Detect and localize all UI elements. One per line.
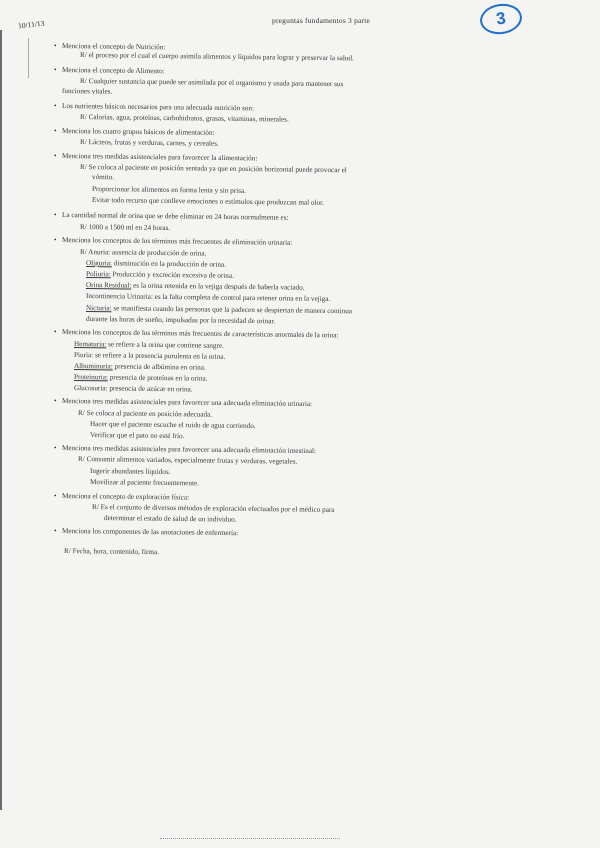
page-number-circle: 3 [478,1,524,37]
bullet: • [54,236,57,244]
bullet: • [54,444,57,452]
answer-1: R/ el proceso por el cual el cuerpo asimila alimentos y líquidos para lograr y preservar la salud. [79,51,354,63]
answer-12: R/ Fecha, hora, contenido, firma. [63,547,160,557]
bullet: • [54,397,57,405]
answer-11-line-1: R/ Es el conjunto de diversos métodos de exploración efectuados por el médico para [91,503,335,514]
answer-9-line-2: Hacer que el paciente escuche el ruido de agua corriendo. [89,420,256,431]
bullet: • [54,527,57,535]
term-nicturia-cont: durante las horas de sueño, impulsadas por la necesidad de orinar. [85,315,276,326]
question-1: Menciona el concepto de Nutrición: [61,42,166,52]
term-nicturia: Nicturia: se manifiesta cuando las personas que la padecen se despiertan de manera continua [85,304,353,316]
bullet: • [54,152,57,160]
bullet: • [54,127,57,135]
answer-5-line-1: R/ Se coloca al paciente en posición sentada ya que en posición horizontal puede provocar el [79,163,347,175]
bullet: • [54,102,57,110]
term-proteinuria: Proteinuria: presencia de proteínas en la orina. [73,373,208,383]
answer-5-line-3: Proporcionar los alimentos en forma lenta y sin prisa. [91,185,246,195]
question-4: Menciona los cuatro grupos básicos de alimentación: [61,127,215,137]
question-6: La cantidad normal de orina que se debe eliminar en 24 horas normalmente es: [61,211,289,222]
answer-5-line-4: Evitar todo recurso que conlleve emociones o estímulos que produzcan mal olor. [91,196,324,207]
question-7: Menciona los conceptos de los términos más frecuentes de eliminación urinaria: [61,236,293,247]
question-11: Menciona el concepto de exploración física: [61,492,190,502]
question-5: Menciona tres medidas asistenciales para favorecer la alimentación: [61,152,258,163]
bullet: • [54,211,57,219]
bullet: • [54,328,57,336]
answer-11-line-2: determinar el estado de salud de un individuo. [103,514,237,524]
question-9: Menciona tres medidas asistenciales para favorecer una adecuada eliminación urinaria: [61,397,313,409]
answer-5-line-2: vómito. [91,173,115,182]
term-orina-residual: Orina Residual: es la orina retenida en la vejiga después de haberla vaciado. [85,281,305,292]
term-incontinencia: Incontinencia Urinaria: es la falta completa de control para retener orina en la vejiga. [85,292,331,303]
term-hematuria: Hematuria: se refiere a la orina que contiene sangre. [73,340,224,350]
question-12: Menciona los componentes de las anotaciones de enfermería: [61,527,239,538]
question-10: Menciona tres medidas asistenciales para favorecer una adecuada eliminación intestinal: [61,444,317,456]
answer-10-line-3: Movilizar al paciente frecuentemente. [89,478,199,488]
footer-mark [160,838,340,842]
answer-3: R/ Calorías, agua, proteínas, carbohidratos, grasas, vitaminas, minerales. [79,113,289,124]
answer-9-line-3: Verificar que el pato no esté frío. [89,431,185,441]
answer-2-line-2: funciones vitales. [61,87,113,96]
answer-6: R/ 1000 a 1500 ml en 24 horas. [79,223,171,233]
term-anuria: R/ Anuria: ausencia de producción de orina. [79,248,207,258]
term-oliguria: Oliguria: disminución en la producción de orina. [85,259,226,269]
question-2: Menciona el concepto de Alimento: [61,66,165,76]
answer-2-line-1: R/ Cualquier sustancia que puede ser asimilada por el organismo y usada para mantener sus [79,77,344,89]
bullet: • [54,66,57,74]
answer-4: R/ Lácteos, frutas y verduras, carnes, y cereales. [79,138,219,148]
header-title: preguntas fundamentos 3 parte [272,16,371,25]
answer-9-line-1: R/ Se coloca al paciente en posición adecuada. [77,409,213,419]
header-date: 10/11/13 [17,18,45,31]
bullet: • [54,492,57,500]
term-albuminuria: Albuminuria: presencia de albúmina en orina. [73,362,206,372]
question-3: Los nutrientes básicos necesarios para una adecuada nutrición son: [61,102,255,113]
term-poliuria: Poliuria: Producción y excreción excesiva de orina. [85,270,234,280]
answer-10-line-1: R/ Consumir alimentos variados, especialmente frutas y verduras, vegetales. [77,455,298,466]
answer-10-line-2: Ingerir abundantes líquidos. [89,467,171,476]
term-glucosuria: Glucosuria: presencia de azúcar en orina. [73,384,193,394]
bullet: • [54,42,57,50]
term-piuria: Piuria: se refiere a la presencia purulenta en la orina. [73,351,226,361]
question-8: Menciona los conceptos de los términos más frecuentes de características anormales de la orina: [61,328,339,340]
